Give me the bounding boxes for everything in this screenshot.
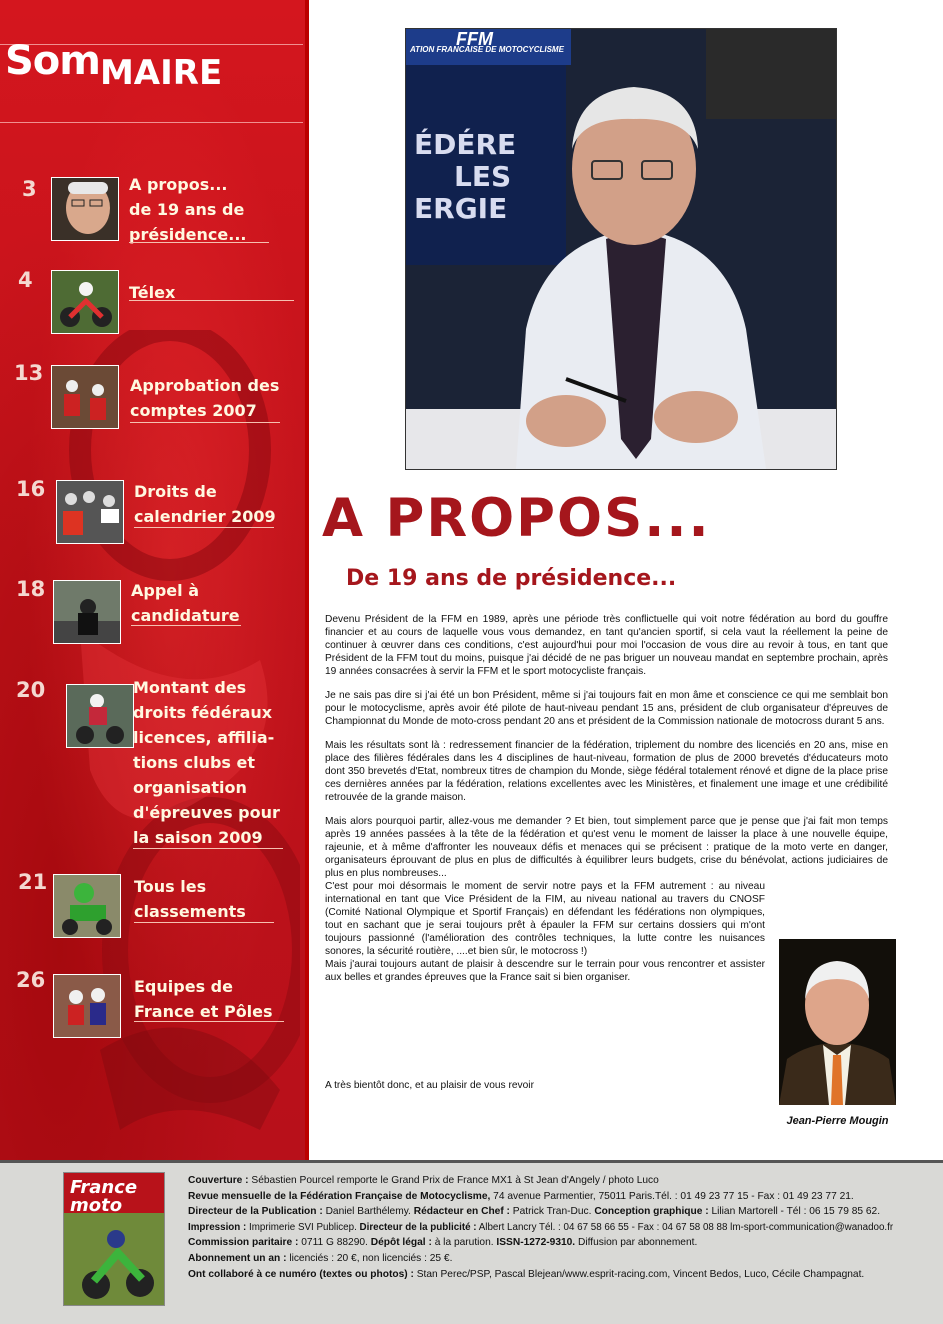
toc-page-number: 3 xyxy=(22,177,37,201)
credit-text: 0711 G 88290. xyxy=(298,1237,371,1249)
magazine-cover-thumbnail xyxy=(63,1172,165,1306)
credit-text: licenciés : 20 €, non licenciés : 25 €. xyxy=(286,1252,453,1264)
toc-label-line: Approbation des xyxy=(130,376,280,395)
credit-label: Directeur de la publicité : xyxy=(359,1221,477,1233)
toc-label-line: Equipes de xyxy=(134,977,233,996)
article-body xyxy=(325,613,888,995)
article-paragraph: Mais j'aurai toujours autant de plaisir à descendre sur le terrain pour vous rencontrer et assister aux belles et grandes épreuves que la France sait si bien organiser. xyxy=(325,959,765,983)
title-part-2: MAIRE xyxy=(99,53,223,93)
toc-label-line: Appel à xyxy=(131,581,199,600)
credit-label: Revue mensuelle de la Fédération Française de Motocyclisme, xyxy=(188,1190,491,1202)
publication-credits xyxy=(188,1173,936,1282)
toc-label-line: de 19 ans de xyxy=(129,200,245,219)
credit-label: Directeur de la Publication : xyxy=(188,1206,323,1218)
toc-thumbnail-trial xyxy=(66,684,134,748)
toc-thumbnail-kawasaki xyxy=(53,874,121,938)
toc-underline xyxy=(133,848,283,849)
toc-thumbnail-road-bike xyxy=(53,580,121,644)
photo-banner-text: ATION FRANCAISE DE MOTOCYCLISME xyxy=(410,45,564,54)
credit-line xyxy=(188,1267,936,1283)
toc-label-line: comptes 2007 xyxy=(130,401,257,420)
president-photo xyxy=(405,28,837,470)
ffm-logo: FFM xyxy=(456,29,493,49)
credit-label: Commission paritaire : xyxy=(188,1237,299,1249)
cover-title: France moto xyxy=(70,1177,138,1216)
toc-label-line: présidence... xyxy=(129,225,247,244)
wall-line: LES xyxy=(454,160,512,193)
credit-line xyxy=(188,1235,936,1251)
toc-thumbnail-riders xyxy=(56,480,124,544)
toc-label-line: d'épreuves pour xyxy=(133,803,280,822)
toc-thumbnail-race xyxy=(51,365,119,429)
toc-underline xyxy=(129,300,294,301)
credit-label: Dépôt légal : xyxy=(370,1237,432,1249)
toc-underline xyxy=(134,527,274,528)
sommaire-sidebar xyxy=(0,0,305,1160)
toc-underline xyxy=(134,1021,284,1022)
sommaire-title xyxy=(5,38,223,93)
credit-text: Lilian Martorell - Tél : 06 15 79 85 62. xyxy=(708,1206,881,1218)
article-headline: A PROPOS... xyxy=(322,488,711,549)
article-paragraph: Mais les résultats sont là : redressement financier de la fédération, triplement du nombre des licenciés en 20 ans, mise en place des filières fédérales dans les 4 disciplines de haut-niveau, formation de plus de 2000 brevetés d'éducateurs moto dont 350 brevetés d'Etat, nombreux titres de champion du Monde, siège fédéral totalement rénové et digne de la place prise ces dernières années par la fédération, relations excellentes avec les Ministères, et finalement une image et une crédibilité retrouvée de la grande maison. xyxy=(325,740,888,803)
toc-label xyxy=(134,874,246,924)
credit-text: Daniel Barthélemy. xyxy=(322,1206,414,1218)
article-paragraph: Mais alors pourquoi partir, allez-vous me demander ? Et bien, tout simplement parce que je pense que j'ai fait mon temps après 19 années passées à la tête de la fédération et qu'est venu le moment de laisser la place à une nouvelle équipe, rajeunie, et à même d'affronter les nouveaux défis et menaces qui se précisent : pratique de la moto verte en danger, organisateurs éprouvant de plus en plus de difficultés à équilibrer leurs budgets, crise du bénévolat, actions judiciaires de plus en plus nombreuses... xyxy=(325,816,888,879)
toc-page-number: 13 xyxy=(14,361,44,385)
toc-label xyxy=(129,280,175,305)
toc-thumbnail-motocross xyxy=(51,270,119,334)
title-part-1: Som xyxy=(5,38,100,84)
credit-label: Rédacteur en Chef : xyxy=(413,1206,510,1218)
portrait-caption: Jean-Pierre Mougin xyxy=(786,1115,889,1127)
toc-label xyxy=(133,675,280,850)
toc-label xyxy=(134,974,273,1024)
toc-label-line: France et Pôles xyxy=(134,1002,273,1021)
toc-label xyxy=(130,373,279,423)
toc-page-number: 18 xyxy=(16,577,46,601)
credit-text: Albert Lancry Tél. : 04 67 58 66 55 - Fax : 04 67 58 08 88 lm-sport-communication@wanadoo.fr xyxy=(476,1221,894,1233)
toc-label-line: classements xyxy=(134,902,246,921)
toc-page-number: 26 xyxy=(16,968,46,992)
toc-label-line: la saison 2009 xyxy=(133,828,263,847)
credit-label: Abonnement un an : xyxy=(188,1252,287,1264)
sidebar-edge xyxy=(305,0,309,1160)
toc-label-line: licences, affilia- xyxy=(133,728,275,747)
divider xyxy=(0,122,303,123)
credit-text: 74 avenue Parmentier, 75011 Paris.Tél. : 01 49 23 77 15 - Fax : 01 49 23 77 21. xyxy=(490,1190,854,1202)
photo-wall-text xyxy=(414,129,516,225)
toc-underline xyxy=(130,422,280,423)
credit-label: Impression : xyxy=(188,1221,247,1233)
credit-line xyxy=(188,1173,936,1189)
toc-label-line: calendrier 2009 xyxy=(134,507,276,526)
wall-line: ERGIE xyxy=(414,192,508,225)
toc-thumbnail-president xyxy=(51,177,119,241)
toc-underline xyxy=(131,625,241,626)
credit-line xyxy=(188,1251,936,1267)
toc-label-line: tions clubs et xyxy=(133,753,256,772)
article-paragraph: C'est pour moi désormais le moment de servir notre pays et la FFM autrement : au niveau international en tant que Vice Président de la FIM, au niveau national au travers du CNOSF (Comité National Olympique et Sportif Français) en défendant les fédérations non olympiques, tout en sachant que je serai toujours prêt à épauler la FFM sur certains dossiers qui m'ont toujours passionné (l'amélioration des contrôles techniques, la lutte contre les nuisances sonores, la sécurité routière, ....et bien sûr, le motocross !) xyxy=(325,881,765,957)
toc-underline xyxy=(134,922,274,923)
article-sign-off: A très bientôt donc, et au plaisir de vous revoir xyxy=(325,1080,534,1091)
toc-page-number: 20 xyxy=(16,678,46,702)
toc-label xyxy=(131,578,240,628)
credit-text: Imprimerie SVI Publicep. xyxy=(246,1221,360,1233)
toc-label-line: droits fédéraux xyxy=(133,703,273,722)
credit-text: à la parution. xyxy=(431,1237,497,1249)
credit-text: Patrick Tran-Duc. xyxy=(509,1206,595,1218)
credit-text: Diffusion par abonnement. xyxy=(575,1237,698,1249)
credit-label: Ont collaboré à ce numéro (textes ou photos) : xyxy=(188,1268,414,1280)
credit-label: ISSN-1272-9310. xyxy=(496,1237,576,1249)
credit-text: Stan Perec/PSP, Pascal Blejean/www.esprit-racing.com, Vincent Bedos, Luco, Cécile Champagnat. xyxy=(413,1268,865,1280)
article-paragraph: Je ne sais pas dire si j'ai été un bon Président, même si j'ai toujours fait en mon âme et conscience ce qui me semblait bon pour le motocyclisme, après avoir été pilote de haut-niveau pendant 15 ans, président de club organisateur d'épreuves de Championnat du Monde de moto-cross pendant 20 ans et président de la Commission nationale de motocross durant 5 ans. xyxy=(325,690,888,727)
toc-label-line: Tous les xyxy=(134,877,207,896)
toc-page-number: 21 xyxy=(18,870,48,894)
wall-line: ÉDÉRE xyxy=(414,128,517,161)
portrait-photo xyxy=(779,939,896,1105)
toc-label xyxy=(129,172,246,247)
toc-label xyxy=(134,479,276,529)
toc-page-number: 4 xyxy=(18,268,33,292)
credit-line xyxy=(188,1189,936,1205)
credit-line xyxy=(188,1204,936,1220)
toc-label-line: Droits de xyxy=(134,482,217,501)
article-paragraph: Devenu Président de la FFM en 1989, après une période très conflictuelle qui voit notre fédération au bord du gouffre financier et au cours de laquelle vous vous demandez, en tant qu'ancien sportif, si cela vaut la réellement la peine de continuer à œuvrer dans ces conditions, c'est aujourd'hui pour moi l'occasion de vous dire au revoir à tous, en tant que Président de la FFM tout du moins, puisque j'ai décidé de ne pas briguer un nouveau mandat en septembre prochain, après 19 années consacrées à servir la FFM et le sport motocycliste français. xyxy=(325,614,888,677)
toc-thumbnail-team xyxy=(53,974,121,1038)
toc-page-number: 16 xyxy=(16,477,46,501)
credit-label: Couverture : xyxy=(188,1175,249,1186)
article-subheadline: De 19 ans de présidence... xyxy=(346,566,677,591)
credit-label: Conception graphique : xyxy=(594,1206,709,1218)
toc-underline xyxy=(129,242,269,243)
toc-label-line: A propos... xyxy=(129,175,228,194)
credit-line xyxy=(188,1220,936,1236)
toc-label-line: Montant des xyxy=(133,678,247,697)
toc-label-line: candidature xyxy=(131,606,240,625)
toc-label-line: Télex xyxy=(129,283,176,302)
credit-text: Sébastien Pourcel remporte le Grand Prix de France MX1 à St Jean d'Angely / photo Luco xyxy=(248,1175,659,1186)
toc-label-line: organisation xyxy=(133,778,247,797)
